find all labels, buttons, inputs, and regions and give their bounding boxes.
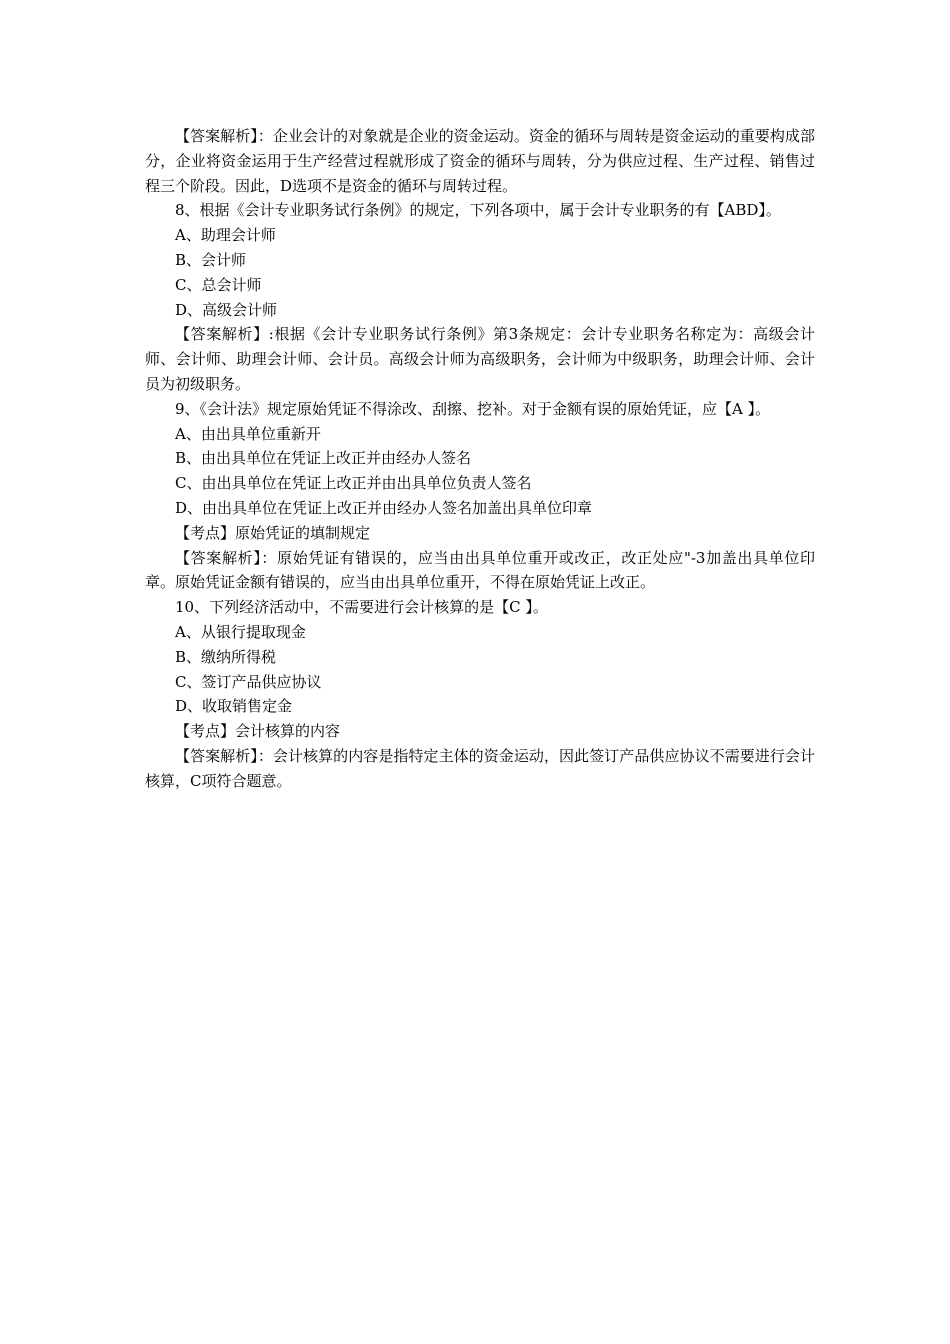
q8-option-d: D、高级会计师 [175, 300, 278, 319]
q10-option-a: A、从银行提取现金 [175, 622, 306, 641]
question-9: 9、《会计法》规定原始凭证不得涂改、刮擦、挖补。对于金额有误的原始凭证，应【A 】。 [175, 399, 771, 418]
document-body [145, 124, 815, 794]
answer-explanation-8: 【答案解析】:根据《会计专业职务试行条例》第3条规定：会计专业职务名称定为：高级会计师、会计师、助理会计师、会计员。高级会计师为高级职务，会计师为中级职务，助理会计师、会计员为初级职务。 [145, 325, 815, 393]
q8-option-b: B、会计师 [175, 250, 247, 269]
q9-option-c: C、由出具单位在凭证上改正并由出具单位负责人签名 [175, 474, 532, 493]
question-8: 8、根据《会计专业职务试行条例》的规定，下列各项中，属于会计专业职务的有【ABD】。 [175, 201, 781, 220]
q9-option-b: B、由出具单位在凭证上改正并由经办人签名 [175, 449, 472, 468]
q9-option-a: A、由出具单位重新开 [175, 424, 321, 443]
q9-option-d: D、由出具单位在凭证上改正并由经办人签名加盖出具单位印章 [175, 498, 593, 517]
q10-option-d: D、收取销售定金 [175, 697, 293, 716]
answer-explanation-9: 【答案解析】：原始凭证有错误的，应当由出具单位重开或改正，改正处应"-3加盖出具单位印章。原始凭证金额有错误的，应当由出具单位重开，不得在原始凭证上改正。 [145, 548, 815, 592]
key-point-9: 【考点】原始凭证的填制规定 [175, 523, 371, 542]
q8-option-c: C、总会计师 [175, 275, 262, 294]
answer-explanation-10: 【答案解析】：会计核算的内容是指特定主体的资金运动，因此签订产品供应协议不需要进行会计核算，C项符合题意。 [145, 746, 815, 790]
q10-option-c: C、签订产品供应协议 [175, 672, 322, 691]
question-10: 10、下列经济活动中，不需要进行会计核算的是【C 】。 [175, 598, 548, 617]
q10-option-b: B、缴纳所得税 [175, 647, 277, 666]
key-point-10: 【考点】会计核算的内容 [175, 722, 341, 741]
q8-option-a: A、助理会计师 [175, 226, 276, 245]
answer-explanation-7: 【答案解析】：企业会计的对象就是企业的资金运动。资金的循环与周转是资金运动的重要构成部分，企业将资金运用于生产经营过程就形成了资金的循环与周转，分为供应过程、生产过程、销售过程三个阶段。因此，D选项不是资金的循环与周转过程。 [145, 127, 815, 195]
